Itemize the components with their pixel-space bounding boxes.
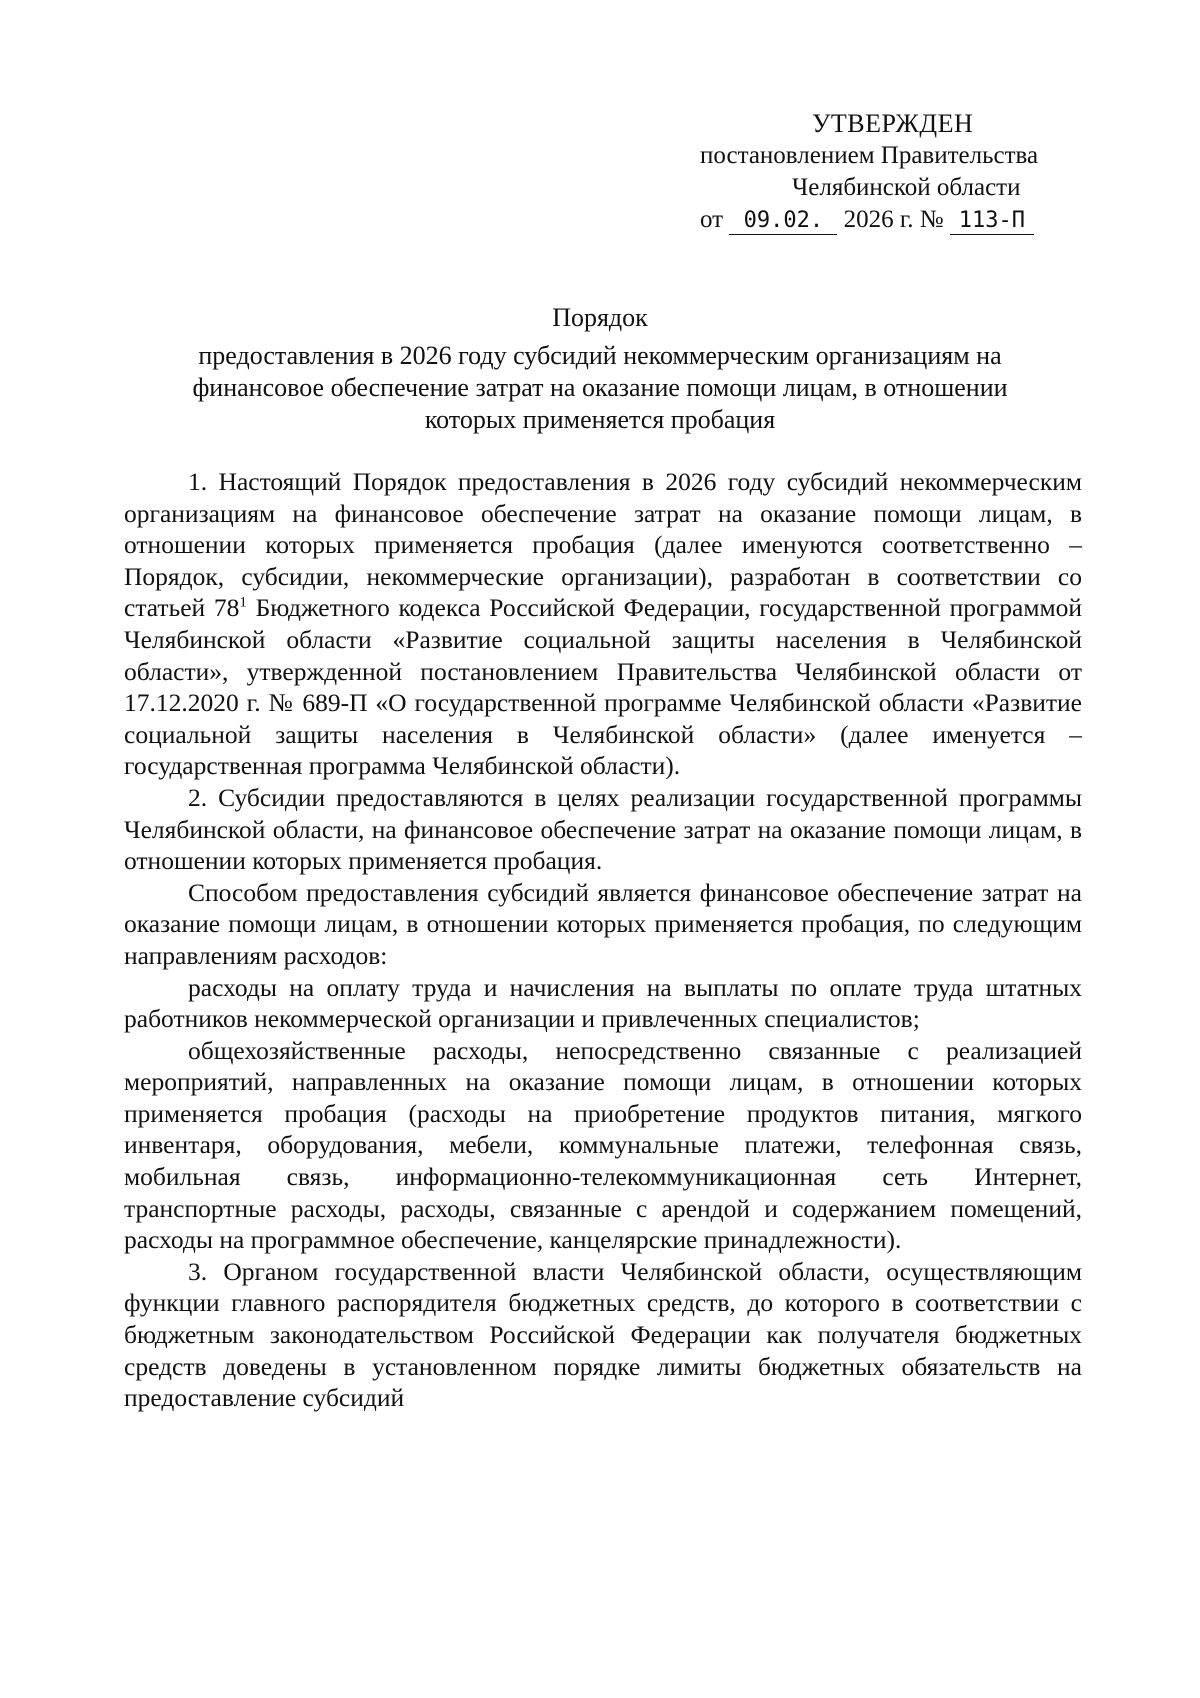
approval-title: УТВЕРЖДЕН bbox=[812, 109, 974, 138]
article-superscript: 1 bbox=[239, 594, 247, 611]
paragraph-5: общехозяйственные расходы, непосредственно связанные с реализацией мероприятий, направленных на оказание помощи лицам, в отношении которых применяется пробация (расходы на приобретение продуктов питания, мягкого инвентаря, оборудования, мебели, коммунальные платежи, телефонная связь, мобильная связь, информационно-телекоммуникационная сеть Интернет, транспортные расходы, расходы, связанные с арендой и содержанием помещений, расходы на программное обеспечение, канцелярские принадлежности). bbox=[124, 1035, 1082, 1255]
approval-block bbox=[700, 108, 1120, 236]
paragraph-3: Способом предоставления субсидий является финансовое обеспечение затрат на оказание помощи лицам, в отношении которых применяется пробация, по следующим направлениям расходов: bbox=[124, 877, 1082, 970]
document-body bbox=[124, 466, 1082, 1414]
approval-date-line bbox=[700, 204, 1120, 236]
title-line-1: предоставления в 2026 году субсидий некоммерческим организациям на bbox=[198, 341, 1002, 370]
approval-line-region: Челябинской области bbox=[792, 174, 1021, 201]
paragraph-1-text-b: Бюджетного кодекса Российской Федерации, государственной программой Челябинской области «Развитие социальной защиты населения в Челябинской области», утвержденной постановлением Правительства Челябинской области от 17.12.2020 г. № 689-П «О государственной программе Челябинской области «Развитие социальной защиты населения в Челябинской области» (далее именуется – государственная программа Челябинской области). bbox=[124, 593, 1083, 781]
approval-line-resolution: постановлением Правительства bbox=[700, 142, 1039, 169]
date-prefix: от bbox=[700, 206, 724, 233]
paragraph-1 bbox=[124, 466, 1082, 782]
title-main: Порядок bbox=[552, 303, 648, 332]
title-line-3: которых применяется пробация bbox=[424, 405, 776, 434]
handwritten-date: 09.02. bbox=[729, 208, 837, 235]
paragraph-1-text-a: 1. Настоящий Порядок предоставления в 2026 году субсидий некоммерческим организациям на финансовое обеспечение затрат на оказание помощи лицам, в отношении которых применяется пробация (далее именуются соответственно – Порядок, субсидии, некоммерческие организации), разработан в соответствии со статьей 78 bbox=[124, 467, 1082, 623]
year-number-label: 2026 г. № bbox=[843, 206, 944, 233]
paragraph-6: 3. Органом государственной власти Челябинской области, осуществляющим функции главного распорядителя бюджетных средств, до которого в соответствии с бюджетным законодательством Российской Федерации как получателя бюджетных средств доведены в установленном порядке лимиты бюджетных обязательств на предоставление субсидий bbox=[124, 1256, 1082, 1413]
paragraph-4: расходы на оплату труда и начисления на выплаты по оплате труда штатных работников некоммерческой организации и привлеченных специалистов; bbox=[124, 972, 1082, 1034]
title-line-2: финансовое обеспечение затрат на оказание помощи лицам, в отношении bbox=[192, 373, 1008, 402]
document-title bbox=[120, 302, 1080, 436]
handwritten-number: 113-П bbox=[950, 208, 1034, 235]
paragraph-2: 2. Субсидии предоставляются в целях реализации государственной программы Челябинской области, на финансовое обеспечение затрат на оказание помощи лицам, в отношении которых применяется пробация. bbox=[124, 782, 1082, 876]
